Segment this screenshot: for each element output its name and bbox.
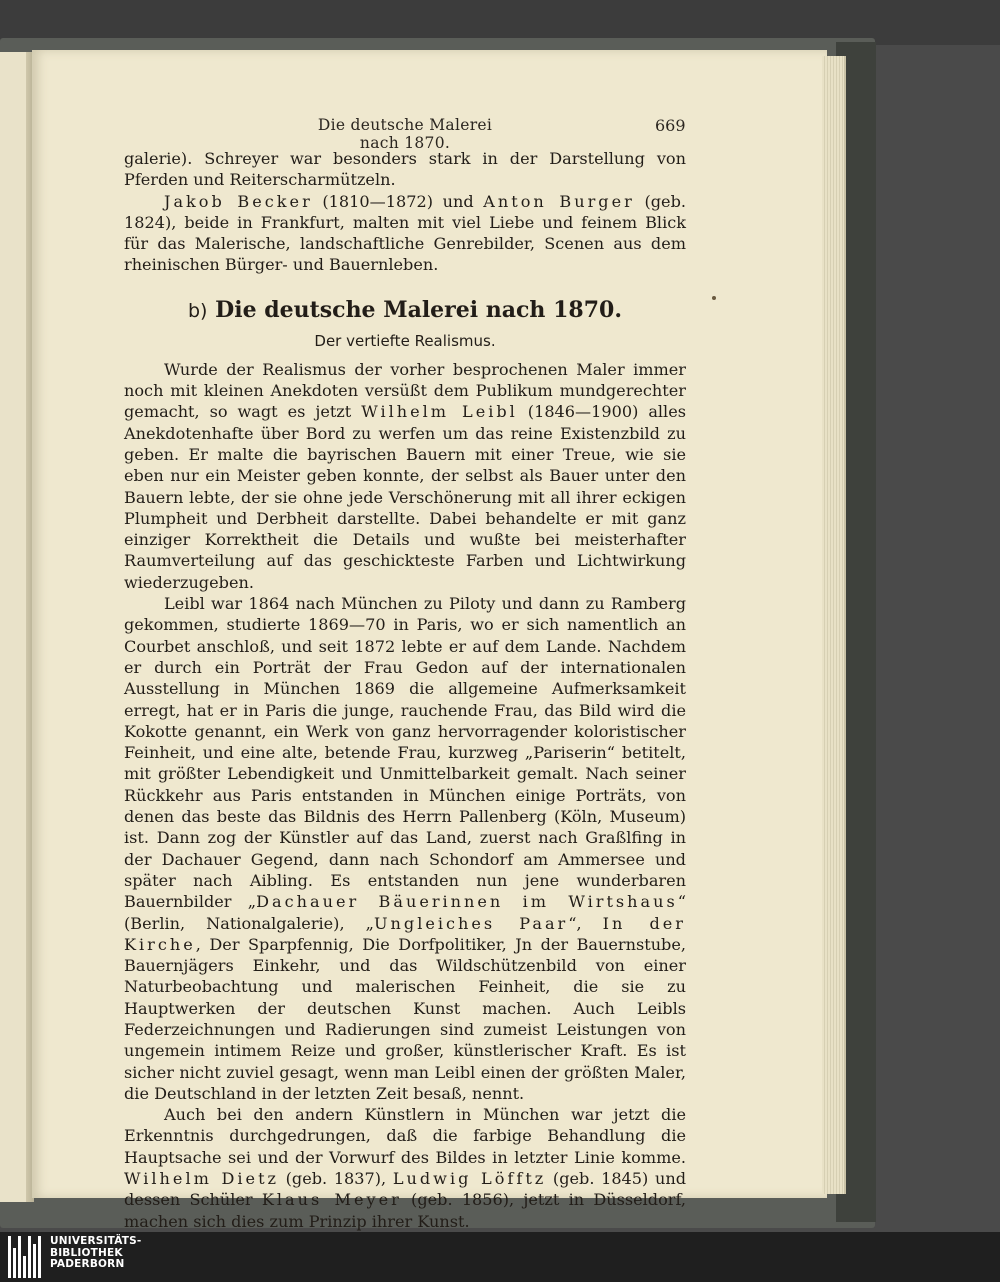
page-block-edges: [822, 56, 846, 1194]
artwork-title: Ungleiches Paar: [373, 913, 569, 933]
person-name: Wilhelm Dietz: [124, 1169, 280, 1189]
page-body: [124, 148, 686, 1232]
person-name: Anton Burger: [483, 191, 635, 211]
section-label: b): [188, 299, 208, 322]
paragraph-leibl-biography: Leibl war 1864 nach München zu Piloty und dann zu Ramberg gekommen, studierte 1869—70 in Paris, wo er sich namentlich an Courbet anschloß, und seit 1872 lebte er auf dem Lande. Nachdem er durch ein Porträt der Frau Gedon auf der internationalen Ausstellung in München 1869 die allgemeine Aufmerksamkeit erregt, hat er in Paris die junge, rauchende Frau, das Bild wird die Kokotte genannt, ein Werk von ganz hervorragender koloristischer Feinheit, und eine alte, betende Frau, kurzweg „Pariserin“ betitelt, mit größter Lebendigkeit und Unmittelbarkeit gemalt. Nach seiner Rückkehr aus Paris entstanden in München einige Porträts, von denen das beste das Bildnis des Herrn Pallenberg (Köln, Museum) ist. Dann zog der Künstler auf das Land, zuerst nach Graßlfing in der Dachauer Gegend, dann nach Schondorf am Ammersee und später nach Aibling. Es entstanden nun jene wunderbaren Bauernbilder „Dachauer Bäuerinnen im Wirtshaus“ (Berlin, Nationalgalerie), „Ungleiches Paar“, In der Kirche, Der Sparpfennig, Die Dorfpolitiker, Jn der Bauernstube, Bauernjägers Einkehr, und das Wildschützenbild von einer Naturbeobachtung und malerischen Feinheit, die sie zu Hauptwerken der deutschen Kunst machen. Auch Leibls Federzeichnungen und Radierungen sind zumeist Leistungen von ungemein intimem Reize und großer, künstlerischer Kraft. Es ist sicher nicht zuviel gesagt, wenn man Leibl einen der größten Maler, die Deutschland in der letzten Zeit besaß, nennt.: [124, 594, 686, 1103]
person-name: Klaus Meyer: [261, 1190, 402, 1210]
library-logo-text: UNIVERSITÄTS- BIBLIOTHEK PADERBORN: [50, 1235, 142, 1270]
artwork-title: Dachauer Bäuerinnen im Wirtshaus: [256, 892, 678, 912]
library-footer-bar: [0, 1232, 1000, 1282]
person-name: Ludwig Löfftz: [392, 1169, 547, 1189]
subheading: Der vertiefte Realismus.: [314, 331, 496, 350]
paragraph-munich-artists: Auch bei den andern Künstlern in München war jetzt die Erkenntnis durchgedrungen, daß die farbige Behandlung die Hauptsache sei und der Vorwurf des Bildes in letzter Linie komme. Wilhelm Dietz (geb. 1837), Ludwig Löfftz (geb. 1845) und dessen Schüler Klaus Meyer (geb. 1856), jetzt in Düsseldorf, machen sich dies zum Prinzip ihrer Kunst.: [124, 1105, 686, 1231]
person-name: Wilhelm Leibl: [361, 402, 518, 422]
running-head: Die deutsche Malerei nach 1870.: [317, 116, 493, 152]
artwork-title: In der Kirche: [124, 913, 686, 954]
page-number: 669: [655, 116, 686, 135]
section-heading: [124, 296, 686, 325]
person-name: Jakob Becker: [164, 191, 313, 211]
paragraph-continuation: galerie). Schreyer war besonders stark in der Darstellung von Pferden und Reiterscharmützeln.: [124, 149, 686, 190]
paragraph-becker-burger: Jakob Becker (1810—1872) und Anton Burger (geb. 1824), beide in Frankfurt, malten mit viel Liebe und feinem Blick für das Malerische, landschaftliche Genrebilder, Scenen aus dem rheinischen Bürger- und Bauernleben.: [124, 191, 687, 275]
paragraph-leibl-intro: Wurde der Realismus der vorher besprochenen Maler immer noch mit kleinen Anekdoten versüßt dem Publikum mundgerechter gemacht, so wagt es jetzt Wilhelm Leibl (1846—1900) alles Anekdotenhafte über Bord zu werfen um das reine Existenzbild zu geben. Er malte die bayrischen Bauern mit einer Treue, wie sie eben nur ein Meister geben konnte, der selbst als Bauer unter den Bauern lebte, der sie ohne jede Verschönerung mit all ihrer eckigen Plumpheit und Derbheit darstellte. Dabei behandelte er mit ganz einziger Korrektheit die Details und wußte bei meisterhafter Raumverteilung auf das geschickteste Farben und Lichtwirkung wiederzugeben.: [124, 359, 686, 592]
section-title: Die deutsche Malerei nach 1870.: [215, 296, 622, 323]
library-logo-icon: [8, 1236, 44, 1278]
ink-speck: [712, 296, 716, 300]
